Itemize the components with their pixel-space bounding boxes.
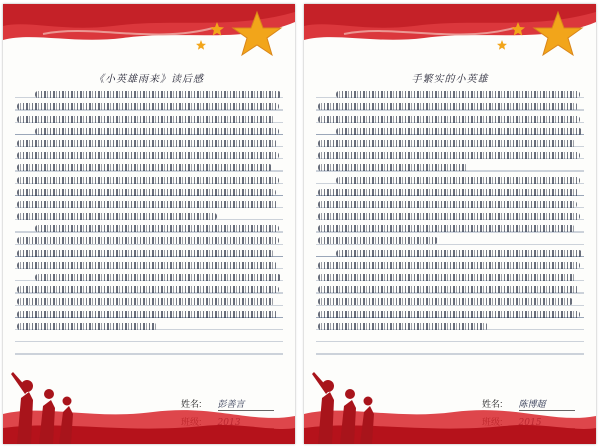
soldiers-silhouette-art (304, 354, 596, 444)
essay-title: 《小英雄雨来》读后感 (94, 74, 204, 85)
small-star-icon (195, 40, 207, 50)
handwritten-text (17, 86, 281, 330)
big-star-icon (528, 10, 588, 58)
name-value: 彭善言 (218, 397, 274, 411)
big-star-icon (227, 10, 287, 58)
essay-sheet-right (304, 4, 596, 444)
small-star-icon (209, 22, 225, 36)
essay-sheet-left (3, 4, 295, 444)
essay-title: 手繁实的小英雄 (411, 74, 489, 85)
name-label: 姓名: (181, 399, 202, 409)
small-star-icon (510, 22, 526, 36)
soldiers-silhouette-art (3, 354, 295, 444)
handwritten-text (318, 86, 582, 330)
small-star-icon (496, 40, 508, 50)
name-label: 姓名: (482, 399, 503, 409)
name-value: 陈博超 (519, 397, 575, 411)
